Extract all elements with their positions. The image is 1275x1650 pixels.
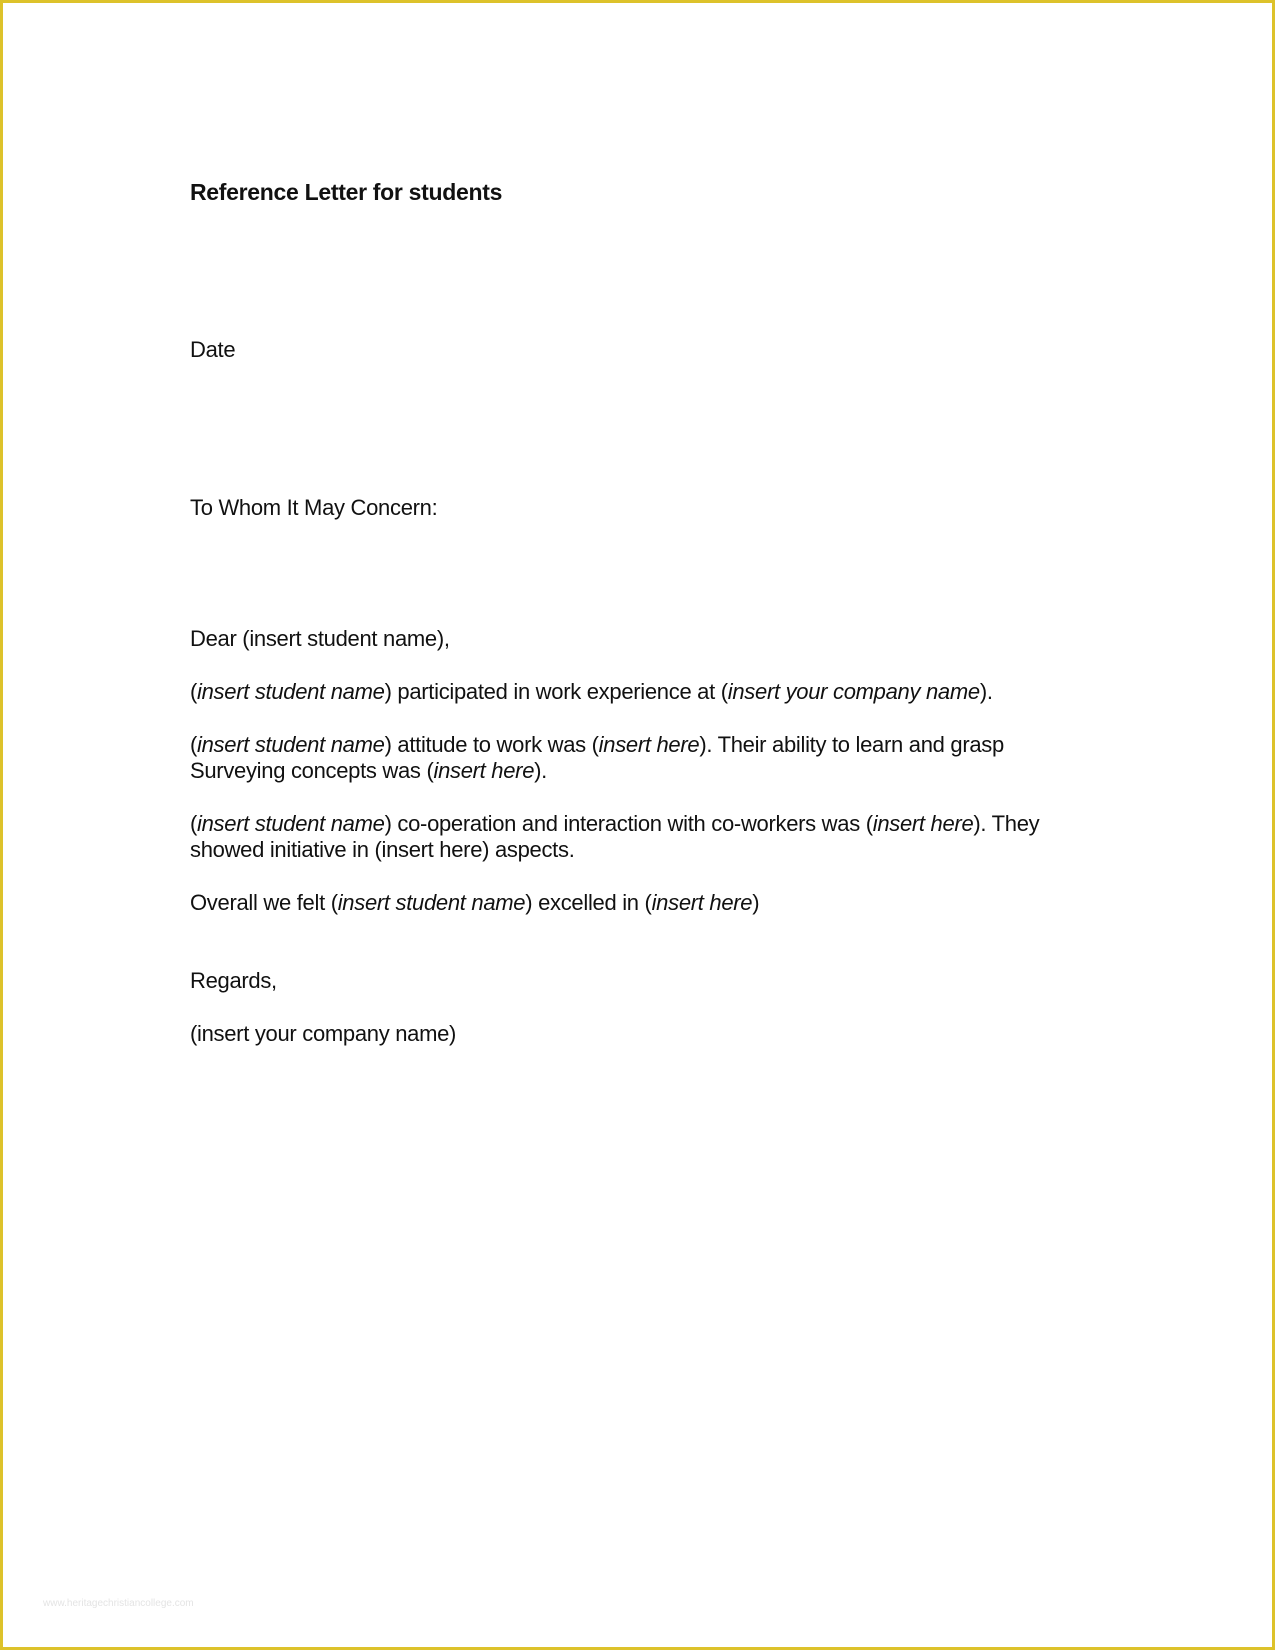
signature-line: (insert your company name) bbox=[190, 1021, 457, 1046]
text-segment: ( bbox=[190, 679, 198, 704]
text-segment: ) attitude to work was ( bbox=[384, 732, 599, 757]
student-name-placeholder: insert student name bbox=[337, 890, 526, 915]
text-segment: ) bbox=[752, 890, 760, 915]
text-segment: ). Their ability to learn and grasp Surveying concepts was ( bbox=[190, 732, 1004, 783]
insert-here-placeholder: insert here bbox=[433, 758, 535, 783]
paragraph-attitude bbox=[190, 732, 1090, 784]
generic-greeting: To Whom It May Concern: bbox=[190, 495, 438, 520]
student-name-placeholder: insert student name bbox=[197, 811, 385, 836]
date-line: Date bbox=[190, 337, 236, 362]
paragraph-cooperation bbox=[190, 811, 1090, 863]
student-name-placeholder: insert student name bbox=[197, 679, 385, 704]
closing-line: Regards, bbox=[190, 968, 277, 993]
watermark: www.heritagechristiancollege.com bbox=[43, 1598, 194, 1609]
text-segment: ) participated in work experience at ( bbox=[384, 679, 728, 704]
paragraph-work-experience bbox=[190, 679, 1090, 705]
text-segment: ) co-operation and interaction with co-workers was ( bbox=[384, 811, 873, 836]
text-segment: ( bbox=[190, 732, 198, 757]
letter-body bbox=[190, 179, 1090, 1047]
paragraph-overall bbox=[190, 890, 1090, 916]
company-name-placeholder: insert your company name bbox=[727, 679, 980, 704]
letter-title: Reference Letter for students bbox=[190, 179, 503, 205]
text-segment: ). bbox=[979, 679, 993, 704]
insert-here-placeholder: insert here bbox=[872, 811, 974, 836]
insert-here-placeholder: insert here bbox=[598, 732, 700, 757]
text-segment: ) excelled in ( bbox=[525, 890, 652, 915]
student-name-placeholder: insert student name bbox=[197, 732, 385, 757]
text-segment: ). They showed initiative in (insert here) aspects. bbox=[190, 811, 1040, 862]
insert-here-placeholder: insert here bbox=[651, 890, 753, 915]
text-segment: Overall we felt ( bbox=[190, 890, 338, 915]
text-segment: ). bbox=[534, 758, 547, 783]
text-segment: ( bbox=[190, 811, 198, 836]
dear-line: Dear (insert student name), bbox=[190, 626, 450, 651]
